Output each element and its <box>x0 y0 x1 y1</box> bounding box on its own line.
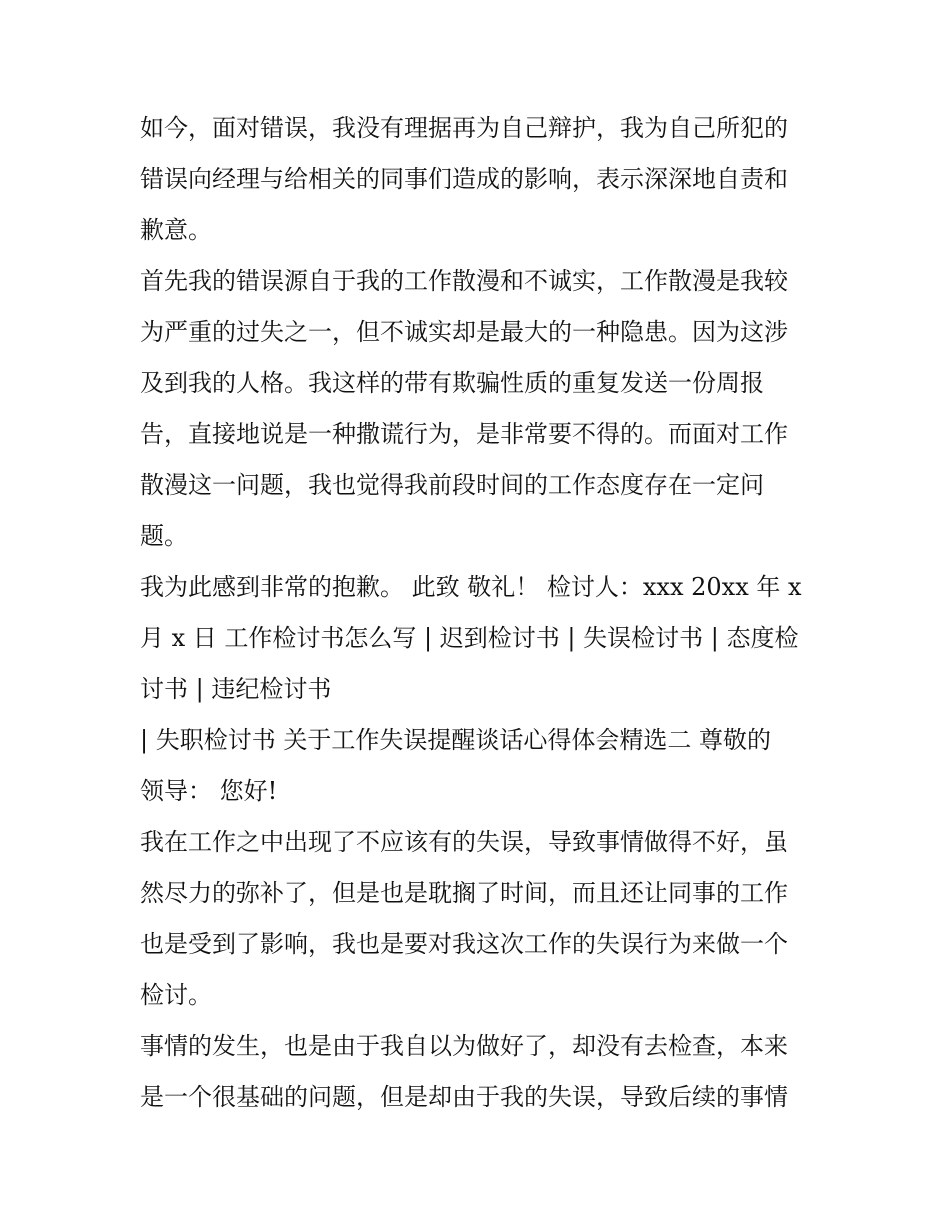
text-line: 告，直接地说是一种撒谎行为，是非常要不得的。而面对工作 <box>140 420 788 448</box>
text-line: 月 x 日 工作检讨书怎么写 | 迟到检讨书 | 失误检讨书 | 态度检 <box>140 624 799 652</box>
text-line: 也是受到了影响，我也是要对我这次工作的失误行为来做一个 <box>140 930 788 958</box>
text-line: 及到我的人格。我这样的带有欺骗性质的重复发送一份周报 <box>140 369 764 397</box>
text-line: 为严重的过失之一，但不诚实却是最大的一种隐患。因为这涉 <box>140 318 788 346</box>
text-line: 我在工作之中出现了不应该有的失误，导致事情做得不好，虽 <box>140 828 788 856</box>
text-line: 散漫这一问题，我也觉得我前段时间的工作态度存在一定问 <box>140 471 764 499</box>
text-line: 题。 <box>140 522 188 550</box>
text-line: 歉意。 <box>140 216 212 244</box>
text-line: 检讨。 <box>140 981 212 1009</box>
text-line: 我为此感到非常的抱歉。 此致 敬礼！ 检讨人：xxx 20xx 年 x <box>140 573 802 601</box>
text-line: 错误向经理与给相关的同事们造成的影响，表示深深地自责和 <box>140 165 788 193</box>
text-line: 然尽力的弥补了，但是也是耽搁了时间，而且还让同事的工作 <box>140 879 788 907</box>
text-line: | 失职检讨书 关于工作失误提醒谈话心得体会精选二 尊敬的 <box>140 726 771 754</box>
text-line: 讨书 | 违纪检讨书 <box>140 675 332 703</box>
text-line: 事情的发生，也是由于我自以为做好了，却没有去检查，本来 <box>140 1032 788 1060</box>
text-line: 如今，面对错误，我没有理据再为自己辩护，我为自己所犯的 <box>140 114 788 142</box>
document-body <box>140 103 820 1123</box>
text-line: 领导： 您好! <box>140 777 278 805</box>
text-line: 首先我的错误源自于我的工作散漫和不诚实，工作散漫是我较 <box>140 267 788 295</box>
text-line: 是一个很基础的问题，但是却由于我的失误，导致后续的事情 <box>140 1083 788 1111</box>
